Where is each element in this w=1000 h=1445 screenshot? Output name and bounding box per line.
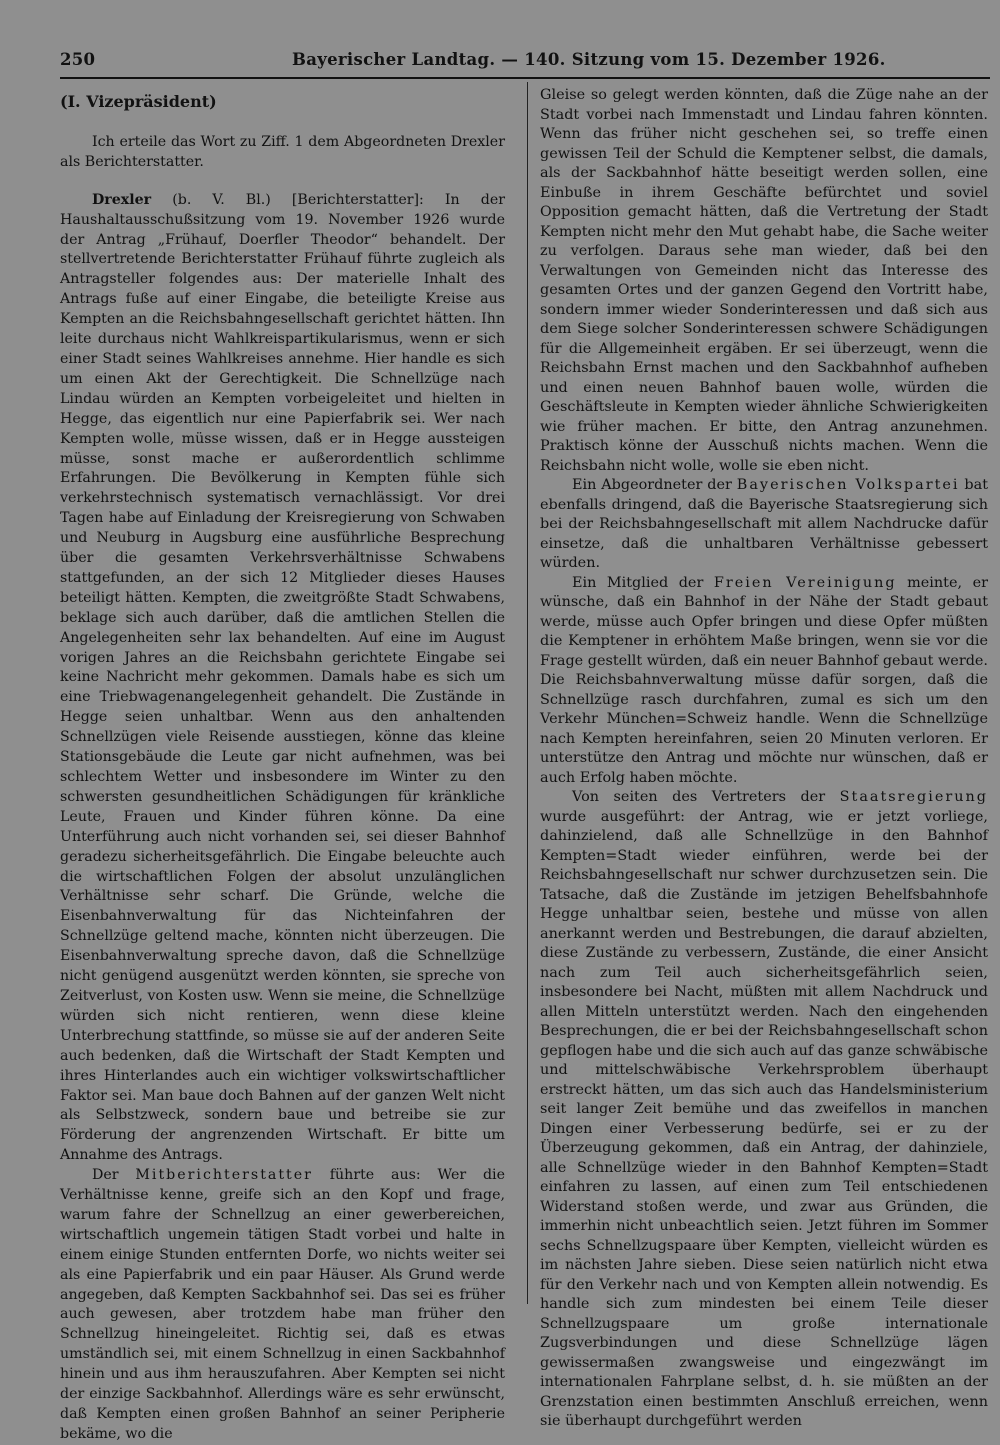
header-rule [60, 77, 990, 79]
report-text: (b. V. Bl.) [Berichterstatter]: In der Haushaltausschußsitzung vom 19. November 1926 wurde der Antrag „Frühauf, Doerfler Theodor“ behandelt. Der stellvertretende Berichterstatter Frühauf führte zugleich als Antragsteller folgendes aus: Der materielle Inhalt des Antrags fuße auf einer Eingabe, die beteiligte Kreise aus Kempten an die Reichsbahngesellschaft gerichtet hätten. Ihn leite durchaus nicht Wahlkreispartikularismus, wenn er sich einer Stadt seines Wahlkreises annehme. Hier handle es sich um einen Akt der Gerechtigkeit. Die Schnellzüge nach Lindau würden an Kempten vorbeigeleitet und hielten in Hegge, das eigentlich nur eine Papierfabrik sei. Wer nach Kempten wolle, müsse wissen, daß er in Hegge aussteigen müsse, sonst mache er außerordentlich schlimme Erfahrungen. Die Bevölkerung in Kempten fühle sich verkehrstechnisch systematisch vernachlässigt. Vor drei Tagen habe auf Einladung der Kreisregierung von Schwaben und Neuburg in Augsburg eine ausführliche Besprechung über die gesamten Verkehrsverhältnisse Schwabens stattgefunden, an der sich 12 Mitglieder dieses Hauses beteiligt hätten. Kempten, die zweitgrößte Stadt Schwabens, beklage sich auch darüber, daß die amtlichen Stellen die Angelegenheiten sehr lax behandelten. Auf eine im August vorigen Jahres an die Reichsbahn gerichtete Eingabe sei keine Nachricht mehr gekommen. Damals habe es sich um eine Triebwagenangelegenheit gehandelt. Die Zustände in Hegge seien unhaltbar. Wenn aus den anhaltenden Schnellzügen viele Reisende ausstiegen, könne das kleine Stationsgebäude die Leute gar nicht aufnehmen, was bei schlechtem Wetter und insbesondere im Winter zu den schwersten gesundheitlichen Schädigungen für kränkliche Leute, Frauen und Kinder führen könne. Da eine Unterführung auch nicht vorhanden sei, sei dieser Bahnhof geradezu sicherheitsgefährlich. Die Eingabe beleuchte auch die wirtschaftlichen Folgen der absolut unzulänglichen Verhältnisse sehr scharf. Die Gründe, welche die Eisenbahnverwaltung für das Nichteinfahren der Schnellzüge geltend mache, könnten nicht überzeugen. Die Eisenbahnverwaltung spreche davon, daß die Schnellzüge nicht genügend ausgenützt werden könnten, sie spreche von Zeitverlust, von Kosten usw. Wenn sie meine, die Schnellzüge würden sich nicht rentieren, wenn diese kleine Unterbrechung stattfinde, so müsse sie auf der anderen Seite auch bedenken, daß die Wirtschaft der Stadt Kempten und ihres Hinterlandes auch ein wichtiger volkswirtschaftlicher Faktor sei. Man baue doch Bahnen auf der ganzen Welt nicht als Selbstzweck, sondern baue und betreibe sie zur Förderung der angrenzenden Wirtschaft. Er bitte um Annahme des Antrags. [60, 191, 506, 1164]
co-reporter-text: führte aus: Wer die Verhältnisse kenne, greife sich an den Kopf und frage, warum fahre der Schnellzug an einer gewerbereichen, wirtschaftlich ungemein tätigen Stadt vorbei und halte in einem einige Stunden entfernten Dorfe, wo nichts weiter sei als eine Papierfabrik und ein paar Häuser. Als Grund werde angegeben, daß Kempten Sackbahnhof sei. Das sei es früher auch gewesen, aber trotzdem habe man früher den Schnellzug hineingeleitet. Richtig sei, daß es etwas umständlich sei, mit einem Schnellzug in einen Sackbahnhof hinein und aus ihm herauszufahren. Aber Kempten sei nicht der einzige Sackbahnhof. Allerdings wäre es sehr erwünscht, daß Kempten einen großen Bahnhof an seiner Peripherie bekäme, wo die [60, 1167, 505, 1442]
freie-vereinigung-paragraph [540, 574, 988, 789]
running-title: Bayerischer Landtag. — 140. Sitzung vom 15. Dezember 1926. [292, 50, 886, 69]
bvp-text: bat ebenfalls dringend, daß die Bayerische Staatsregierung sich bei der Reichsbahngesellschaft mit allem Nachdrucke dafür einsetze, daß die unhaltbaren Verhältnisse gebessert würden. [540, 477, 988, 571]
party-name: Bayerischen Volkspartei [736, 477, 960, 493]
government-label: Staatsregierung [839, 789, 988, 805]
co-reporter-label: Mitberichterstatter [135, 1167, 313, 1184]
government-paragraph [540, 788, 988, 1432]
lead-text: Der [92, 1167, 136, 1184]
continued-paragraph: Gleise so gelegt werden könnten, daß die Züge nahe an der Stadt vorbei nach Immenstadt und Lindau fahren könnten. Wenn das früher nicht geschehen sei, so treffe einen gewissen Teil der Schuld die Kemptener selbst, die damals, als der Sackbahnhof hätte beseitigt werden sollen, eine Einbuße in ihrem Geschäfte befürchtet und soviel Opposition gemacht hätten, daß die Vertretung der Stadt Kempten nicht mehr den Mut gehabt habe, die Sache weiter zu verfolgen. Daraus sehe man wieder, daß bei den Verwaltungen von Gemeinden nicht das Interesse des gesamten Ortes und der ganzen Gegend den Vortritt habe, sondern immer wieder Sonderinteressen und daß sich aus dem Siege solcher Sonderinteressen schwere Schädigungen für die Allgemeinheit ergäben. Er sei überzeugt, wenn die Reichsbahn Ernst machen und den Sackbahnhof aufheben und einen neuen Bahnhof bauen wolle, würden die Geschäftsleute in Kempten wieder ähnliche Schwierigkeiten wie früher machen. Er bitte, den Antrag anzunehmen. Praktisch könne der Ausschuß nichts machen. Wenn die Reichsbahn nicht wolle, wolle sie eben nicht. [540, 87, 988, 474]
right-column [540, 86, 988, 1432]
lead-text: Ein Mitglied der [572, 574, 714, 591]
bvp-paragraph [540, 476, 988, 574]
speaker-heading: (I. Vizepräsident) [60, 92, 217, 111]
party-name: Freien Vereinigung [713, 574, 897, 591]
page-number: 250 [60, 50, 96, 69]
intro-paragraph: Ich erteile das Wort zu Ziff. 1 dem Abgeordneten Drexler als Berichterstatter. [60, 133, 505, 170]
column-divider [527, 82, 528, 1304]
lead-text: Ein Abgeordneter der [572, 477, 737, 493]
paragraph-gap [60, 173, 505, 191]
lead-text: Von seiten des Vertreters der [572, 789, 840, 805]
page-header [60, 50, 990, 74]
drexler-report-paragraph [60, 191, 505, 1166]
fv-text: meinte, er wünsche, daß ein Bahnhof in der Nähe der Stadt gebaut werde, müsse auch Opfer bringen und diese Opfer müßten die Kemptener in erhöhtem Maße bringen, wenn sie vor die Frage gestellt würden, daß ein neuer Bahnhof gebaut werde. Die Reichsbahnverwaltung müsse dafür sorgen, daß die Schnellzüge rasch durchfahren, zumal es sich um den Verkehr München=Schweiz handle. Wenn die Schnellzüge nach Kempten hereinfahren, seien 20 Minuten verloren. Er unterstütze den Antrag und möchte nur wünschen, daß er auch Erfolg haben möchte. [540, 574, 988, 786]
co-reporter-paragraph [60, 1166, 505, 1445]
left-column [60, 92, 505, 1445]
speaker-name: Drexler [92, 191, 152, 208]
government-text: wurde ausgeführt: der Antrag, wie er jetzt vorliege, dahinzielend, daß alle Schnellzüge in den Bahnhof Kempten=Stadt wieder einführen, werde bei der Reichsbahngesellschaft nur schwer durchzusetzen sein. Die Tatsache, daß die Zustände im jetzigen Behelfsbahnhofe Hegge unhaltbar seien, bestehe und müsse von allen anerkannt werden und Bestrebungen, die darauf abzielten, diese Zustände zu verbessern, Zustände, die einer Ansicht nach zum Teil auch sicherheitsgefährlich seien, insbesondere bei Nacht, müßten mit allem Nachdruck und allen Mitteln unterstützt werden. Nach den eingehenden Besprechungen, die er bei der Reichsbahngesellschaft schon gepflogen habe und die sich auch auf das ganze schwäbische und mittelschwäbische Verkehrsproblem überhaupt erstreckt hätten, um das sich auch das Handelsministerium seit langer Zeit bemühe und das zweifellos in manchen Dingen einer Verbesserung bedürfe, sei er zu der Überzeugung gekommen, daß ein Antrag, der dahinziele, alle Schnellzüge wieder in den Bahnhof Kempten=Stadt einfahren zu lassen, auf einen zum Teil entschiedenen Widerstand stoßen werde, und zwar aus Gründen, die immerhin nicht unbeachtlich seien. Jetzt führen im Sommer sechs Schnellzugspaare über Kempten, vielleicht würden es im nächsten Jahre sieben. Diese seien natürlich nicht etwa für den Verkehr nach und von Kempten allein notwendig. Es handle sich zum mindesten bei einem Teile dieser Schnellzugspaare um große internationale Zugsverbindungen und diese Schnellzüge lägen gewissermaßen zwangsweise und eingezwängt im internationalen Fahrplane selbst, d. h. sie müßten an der Grenzstation einen bestimmten Anschluß erreichen, wenn sie überhaupt durchgeführt werden [540, 808, 988, 1429]
